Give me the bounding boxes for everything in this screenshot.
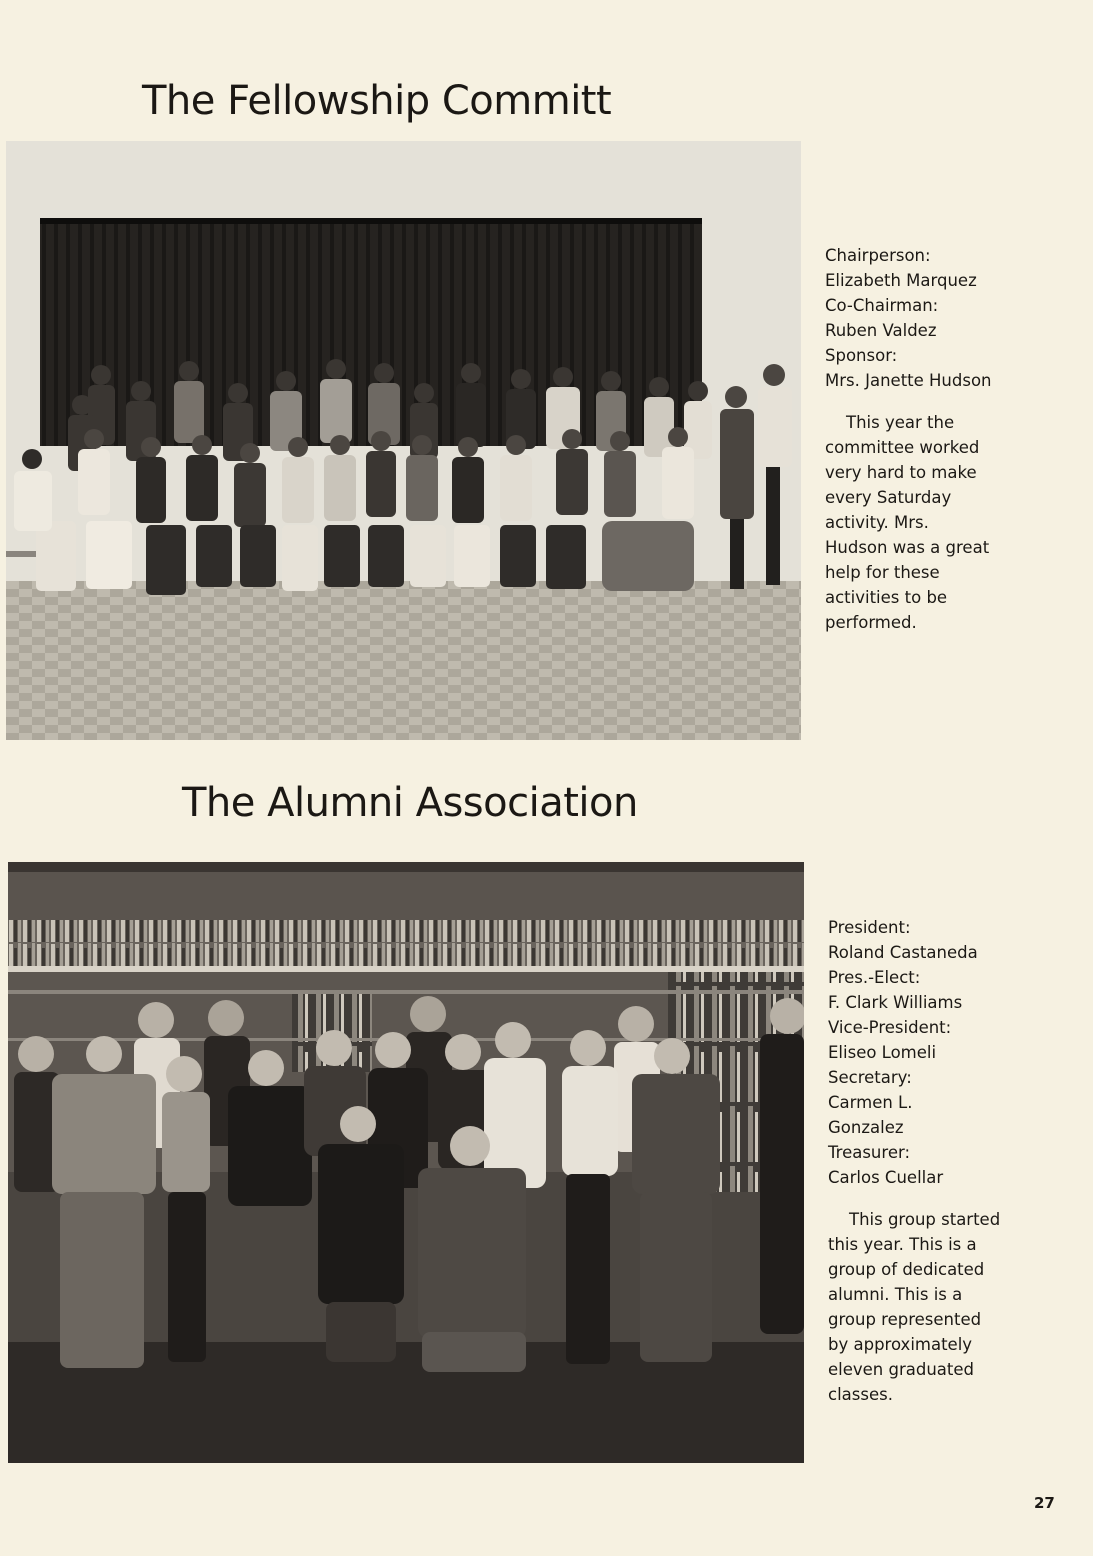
fellowship-photo-illustration: [6, 141, 801, 740]
fellowship-description-line: activities to be: [825, 588, 948, 607]
alumni-description-line: this year. This is a: [828, 1235, 977, 1254]
alumni-description-line: group of dedicated: [828, 1260, 985, 1279]
alumni-description-line: This group started: [849, 1210, 1001, 1229]
alumni-officer-line: Secretary:: [828, 1068, 912, 1087]
alumni-description-line: alumni. This is a: [828, 1285, 963, 1304]
fellowship-officer-line: Elizabeth Marquez: [825, 271, 977, 290]
fellowship-officer-line: Sponsor:: [825, 346, 898, 365]
fellowship-description-line: Hudson was a great: [825, 538, 990, 557]
alumni-officer-line: Gonzalez: [828, 1118, 904, 1137]
fellowship-description-line: performed.: [825, 613, 917, 632]
fellowship-caption: [825, 243, 992, 635]
fellowship-description: [825, 410, 992, 635]
fellowship-officer-line: Chairperson:: [825, 246, 931, 265]
alumni-officers: [828, 915, 1000, 1190]
fellowship-officer-line: Mrs. Janette Hudson: [825, 371, 992, 390]
alumni-group-photo: [8, 862, 804, 1463]
alumni-caption: [828, 915, 1000, 1407]
fellowship-title: The Fellowship Committ: [142, 78, 612, 124]
alumni-description-line: classes.: [828, 1385, 893, 1404]
fellowship-description-line: committee worked: [825, 438, 980, 457]
fellowship-description-line: This year the: [846, 413, 955, 432]
fellowship-officers: [825, 243, 992, 393]
alumni-officer-line: Carmen L.: [828, 1093, 913, 1112]
fellowship-description-line: very hard to make: [825, 463, 977, 482]
alumni-description-line: by approximately: [828, 1335, 973, 1354]
alumni-officer-line: Vice-President:: [828, 1018, 952, 1037]
fellowship-description-line: help for these: [825, 563, 940, 582]
fellowship-officer-line: Ruben Valdez: [825, 321, 937, 340]
fellowship-group-photo: [6, 141, 801, 740]
alumni-description-line: eleven graduated: [828, 1360, 975, 1379]
page-number: 27: [1034, 1494, 1055, 1512]
fellowship-officer-line: Co-Chairman:: [825, 296, 939, 315]
alumni-description-line: group represented: [828, 1310, 982, 1329]
fellowship-description-line: every Saturday: [825, 488, 952, 507]
alumni-photo-illustration: [8, 862, 804, 1463]
alumni-officer-line: Eliseo Lomeli: [828, 1043, 937, 1062]
alumni-officer-line: F. Clark Williams: [828, 993, 963, 1012]
alumni-officer-line: Roland Castaneda: [828, 943, 978, 962]
alumni-officer-line: President:: [828, 918, 911, 937]
fellowship-description-line: activity. Mrs.: [825, 513, 929, 532]
alumni-officer-line: Pres.-Elect:: [828, 968, 921, 987]
alumni-description: [828, 1207, 1000, 1407]
alumni-officer-line: Treasurer:: [828, 1143, 911, 1162]
alumni-title: The Alumni Association: [182, 780, 638, 826]
alumni-officer-line: Carlos Cuellar: [828, 1168, 944, 1187]
